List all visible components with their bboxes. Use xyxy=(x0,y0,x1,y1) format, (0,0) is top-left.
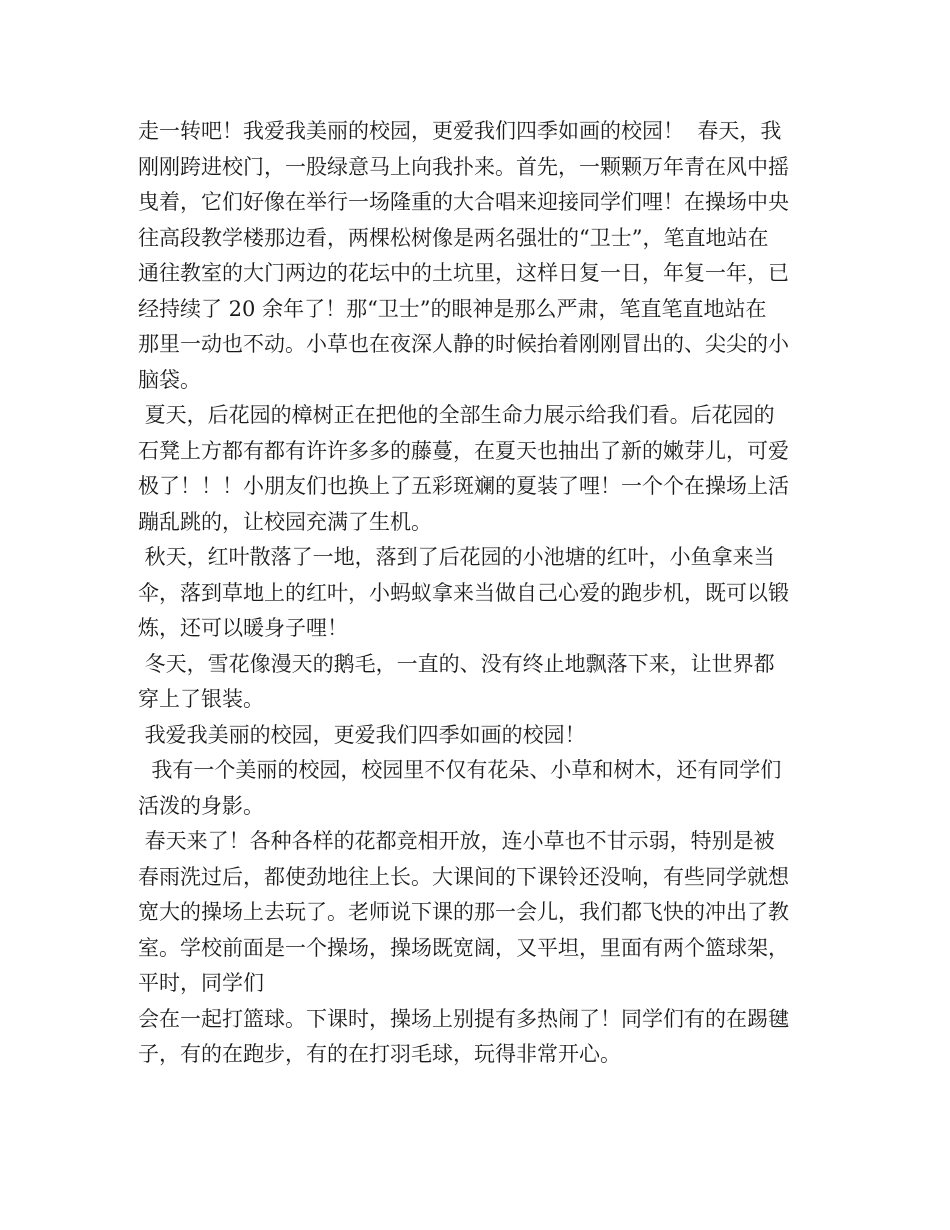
text-line: 曳着，它们好像在举行一场隆重的大合唱来迎接同学们哩！在操场中央 xyxy=(138,190,789,214)
text-line: 春雨洗过后，都使劲地往上长。大课间的下课铃还没响，有些同学就想 xyxy=(138,864,789,889)
document-body xyxy=(138,114,818,1073)
text-line: 穿上了银装。 xyxy=(138,687,264,711)
text-line: 通往教室的大门两边的花坛中的土坑里，这样日复一日，年复一年，已 xyxy=(138,261,789,285)
text-line: 极了！！！小朋友们也换上了五彩斑斓的夏装了哩！一个个在操场上活 xyxy=(138,474,789,498)
text-line: 夏天，后花园的樟树正在把他的全部生命力展示给我们看。后花园的 xyxy=(138,403,775,427)
text-line: 伞，落到草地上的红叶，小蚂蚁拿来当做自己心爱的跑步机，既可以锻 xyxy=(138,580,789,605)
text-line: 石凳上方都有都有许许多多的藤蔓，在夏天也抽出了新的嫩芽儿，可爱 xyxy=(138,438,789,463)
text-line: 我爱我美丽的校园，更爱我们四季如画的校园！ xyxy=(138,722,586,747)
text-line: 炼，还可以暖身子哩！ xyxy=(138,616,348,640)
text-line: 宽大的操场上去玩了。老师说下课的那一会儿，我们都飞快的冲出了教 xyxy=(138,900,789,924)
text-line: 子，有的在跑步，有的在打羽毛球，玩得非常开心。 xyxy=(138,1042,621,1066)
text-line: 往高段教学楼那边看，两棵松树像是两名强壮的“卫士”，笔直地站在 xyxy=(138,225,769,250)
text-line: 秋天，红叶散落了一地，落到了后花园的小池塘的红叶，小鱼拿来当 xyxy=(138,545,775,569)
text-line: 蹦乱跳的，让校园充满了生机。 xyxy=(138,509,432,534)
text-line: 冬天，雪花像漫天的鹅毛，一直的、没有终止地飘落下来，让世界都 xyxy=(138,651,775,676)
text-line: 会在一起打篮球。下课时，操场上别提有多热闹了！同学们有的在踢毽 xyxy=(138,1006,789,1031)
text-line: 活泼的身影。 xyxy=(138,793,264,818)
text-line: 那里一动也不动。小草也在夜深人静的时候抬着刚刚冒出的、尖尖的小 xyxy=(138,332,789,356)
text-line: 刚刚跨进校门，一股绿意马上向我扑来。首先，一颗颗万年青在风中摇 xyxy=(138,154,789,179)
text-line: 走一转吧！我爱我美丽的校园，更爱我们四季如画的校园！ 春天，我 xyxy=(138,119,782,143)
text-line: 平时，同学们 xyxy=(138,971,264,995)
text-line: 我有一个美丽的校园，校园里不仅有花朵、小草和树木，还有同学们 xyxy=(138,758,782,782)
text-line: 脑袋。 xyxy=(138,367,201,392)
text-line: 经持续了 20 余年了！那“卫士”的眼神是那么严肃，笔直笔直地站在 xyxy=(138,296,767,321)
text-line: 春天来了！各种各样的花都竞相开放，连小草也不甘示弱，特别是被 xyxy=(138,829,775,853)
text-line: 室。学校前面是一个操场，操场既宽阔，又平坦，里面有两个篮球架， xyxy=(138,935,789,960)
